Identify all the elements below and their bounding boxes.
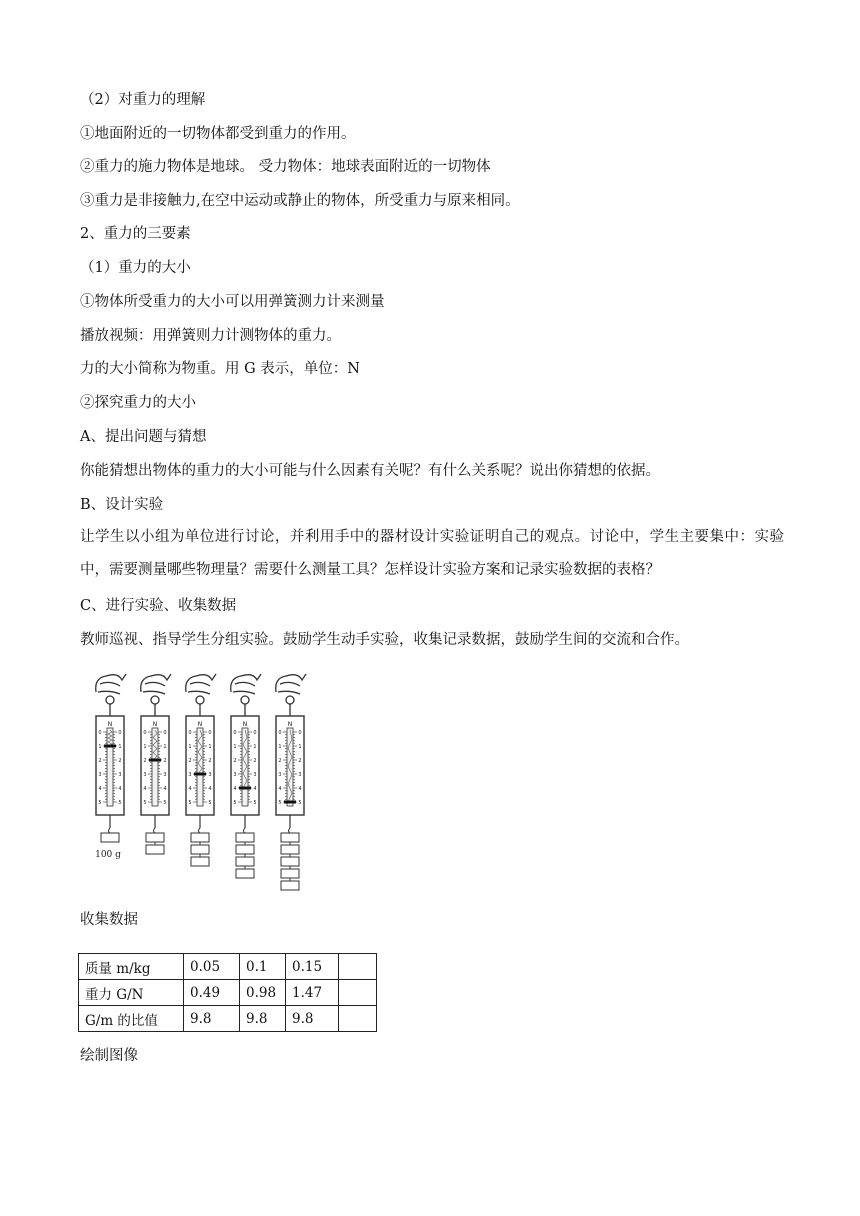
weight-block: [281, 845, 299, 854]
tick-label: 3: [278, 772, 282, 778]
table-cell: 质量 m/kg: [79, 954, 184, 980]
explore-heading: ②探究重力的大小: [80, 395, 196, 411]
weight-block: [281, 857, 299, 866]
scale-pointer: [104, 745, 116, 748]
ring-icon: [151, 696, 159, 704]
tick-label: 2: [98, 758, 102, 764]
tick-label: 1: [188, 744, 192, 750]
tick-label: 4: [208, 786, 212, 792]
teacher-text: 教师巡视、指导学生分组实验。鼓励学生动手实验，收集记录数据，鼓励学生间的交流和合作。: [80, 632, 689, 648]
table-cell: [339, 954, 377, 980]
tick-label: 4: [118, 786, 122, 792]
hook-icon: [109, 828, 111, 833]
ring-icon: [241, 696, 249, 704]
tick-label: 4: [188, 786, 192, 792]
scale-unit-label: N: [287, 721, 293, 728]
hook-icon: [154, 828, 156, 833]
hand-icon: [141, 674, 171, 694]
design-paragraph: 让学生以小组为单位进行讨论，并利用手中的器材设计实验证明自己的观点。讨论中，学生主要集中：实验中，需要测量哪些物理量？需要什么测量工具？怎样设计实验方案和记录实验数据的表格？: [80, 529, 784, 578]
scale-pointer: [149, 759, 161, 762]
table-cell: [339, 1006, 377, 1032]
table-cell: 0.98: [240, 980, 286, 1006]
collect-data-label: 收集数据: [80, 912, 138, 928]
tick-label: 1: [278, 744, 282, 750]
scale-pointer: [239, 787, 251, 790]
tick-label: 4: [163, 786, 167, 792]
table-row: [79, 1006, 377, 1032]
hook-icon: [244, 828, 246, 833]
tick-label: 5: [233, 800, 237, 806]
table-row: [79, 980, 377, 1006]
hand-icon: [276, 674, 306, 694]
ring-icon: [106, 696, 114, 704]
step-b-heading: B、设计实验: [80, 497, 164, 513]
tick-label: 2: [233, 758, 237, 764]
tick-label: 5: [98, 800, 102, 806]
tick-label: 4: [233, 786, 237, 792]
tick-label: 3: [118, 772, 122, 778]
scale-slot: [197, 728, 203, 806]
tick-label: 1: [298, 744, 302, 750]
weight-block: [191, 857, 209, 866]
scale-unit-label: N: [152, 721, 158, 728]
scale-unit-label: N: [242, 721, 248, 728]
tick-label: 1: [143, 744, 147, 750]
tick-label: 5: [163, 800, 167, 806]
table-cell: 9.8: [240, 1006, 286, 1032]
table-cell: 0.15: [286, 954, 339, 980]
weight-block: [281, 833, 299, 842]
weight-block: [281, 869, 299, 878]
tick-label: 5: [143, 800, 147, 806]
tick-label: 3: [298, 772, 302, 778]
video-text: 播放视频：用弹簧则力计测物体的重力。: [80, 328, 341, 344]
table-cell: 0.05: [184, 954, 240, 980]
tick-label: 1: [233, 744, 237, 750]
tick-label: 3: [253, 772, 257, 778]
plot-graph-label: 绘制图像: [80, 1048, 138, 1064]
weight-block: [191, 845, 209, 854]
scale-slot: [287, 728, 293, 806]
tick-label: 3: [233, 772, 237, 778]
table-cell: 9.8: [184, 1006, 240, 1032]
tick-label: 1: [163, 744, 167, 750]
scale-unit-label: N: [197, 721, 203, 728]
tick-label: 5: [298, 800, 302, 806]
tick-label: 0: [208, 730, 212, 736]
weight-block: [236, 857, 254, 866]
scale-slot: [242, 728, 248, 806]
mass-label: 100 g: [95, 850, 121, 860]
tick-label: 0: [98, 730, 102, 736]
hand-icon: [231, 674, 261, 694]
point-3-text: ③重力是非接触力,在空中运动或静止的物体，所受重力与原来相同。: [80, 193, 520, 209]
measure-text: ①物体所受重力的大小可以用弹簧测力计来测量: [80, 294, 385, 310]
tick-label: 0: [253, 730, 257, 736]
subheading-magnitude: （1）重力的大小: [80, 260, 191, 276]
tick-label: 3: [188, 772, 192, 778]
tick-label: 1: [208, 744, 212, 750]
ring-icon: [196, 696, 204, 704]
weight-block: [101, 833, 119, 842]
tick-label: 0: [298, 730, 302, 736]
tick-label: 2: [253, 758, 257, 764]
table-cell: G/m 的比值: [79, 1006, 184, 1032]
tick-label: 4: [98, 786, 102, 792]
tick-label: 5: [253, 800, 257, 806]
scale-unit-label: N: [107, 721, 113, 728]
tick-label: 5: [208, 800, 212, 806]
tick-label: 0: [163, 730, 167, 736]
table-cell: [339, 980, 377, 1006]
hook-icon: [199, 828, 201, 833]
tick-label: 1: [118, 744, 122, 750]
tick-label: 3: [98, 772, 102, 778]
tick-label: 5: [188, 800, 192, 806]
weight-block: [236, 833, 254, 842]
scale-pointer: [194, 773, 206, 776]
tick-label: 1: [253, 744, 257, 750]
hand-icon: [96, 674, 126, 694]
table-cell: 9.8: [286, 1006, 339, 1032]
step-c-heading: C、进行实验、收集数据: [80, 598, 237, 614]
tick-label: 4: [278, 786, 282, 792]
tick-label: 4: [143, 786, 147, 792]
hand-icon: [186, 674, 216, 694]
weight-block: [236, 869, 254, 878]
table-cell: 0.1: [240, 954, 286, 980]
table-cell: 0.49: [184, 980, 240, 1006]
spring-scales-figure: [90, 670, 310, 898]
point-2-text: ②重力的施力物体是地球。 受力物体：地球表面附近的一切物体: [80, 159, 491, 175]
tick-label: 3: [143, 772, 147, 778]
tick-label: 0: [143, 730, 147, 736]
tick-label: 3: [163, 772, 167, 778]
tick-label: 2: [208, 758, 212, 764]
weight-block: [281, 881, 299, 890]
heading-understanding-gravity: （2）对重力的理解: [80, 92, 206, 108]
data-table: [78, 953, 377, 1032]
weight-block: [146, 845, 164, 854]
step-a-heading: A、提出问题与猜想: [80, 429, 207, 445]
weight-block: [236, 845, 254, 854]
weight-block: [146, 833, 164, 842]
tick-label: 2: [163, 758, 167, 764]
tick-label: 0: [278, 730, 282, 736]
weight-block: [191, 833, 209, 842]
table-row: [79, 954, 377, 980]
table-cell: 1.47: [286, 980, 339, 1006]
tick-label: 4: [298, 786, 302, 792]
tick-label: 2: [278, 758, 282, 764]
tick-label: 3: [208, 772, 212, 778]
tick-label: 5: [118, 800, 122, 806]
tick-label: 2: [118, 758, 122, 764]
tick-label: 0: [233, 730, 237, 736]
tick-label: 2: [143, 758, 147, 764]
tick-label: 1: [98, 744, 102, 750]
weight-definition-text: 力的大小简称为物重。用 G 表示，单位：N: [80, 361, 360, 377]
table-cell: 重力 G/N: [79, 980, 184, 1006]
question-text: 你能猜想出物体的重力的大小可能与什么因素有关呢？有什么关系呢？说出你猜想的依据。: [80, 463, 660, 479]
tick-label: 4: [253, 786, 257, 792]
section-2-heading: 2、重力的三要素: [80, 226, 191, 242]
scale-pointer: [284, 801, 296, 804]
tick-label: 5: [278, 800, 282, 806]
tick-label: 2: [298, 758, 302, 764]
ring-icon: [286, 696, 294, 704]
point-1-text: ①地面附近的一切物体都受到重力的作用。: [80, 126, 356, 142]
tick-label: 0: [188, 730, 192, 736]
hook-icon: [289, 828, 291, 833]
tick-label: 2: [188, 758, 192, 764]
scale-slot: [107, 728, 113, 806]
tick-label: 0: [118, 730, 122, 736]
